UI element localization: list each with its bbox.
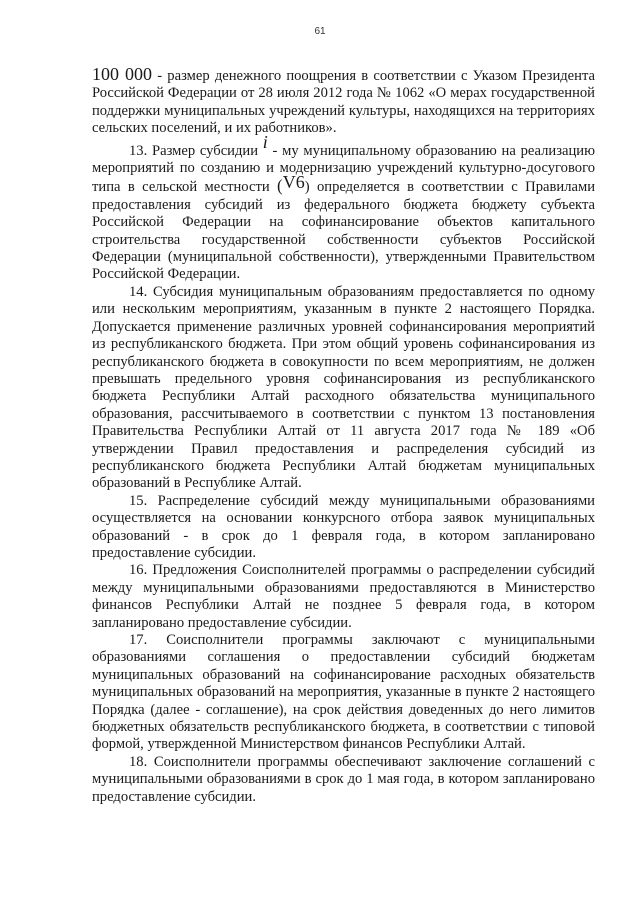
reward-amount-value: 100 000 bbox=[92, 64, 153, 84]
paragraph-15: 15. Распределение субсидий между муниципальными образованиями осуществляется на основании конкурсного отбора заявок муниципальных образований - в срок до 1 февраля года, в котором запланировано предоставление субсидии. bbox=[92, 492, 595, 561]
paragraph-13-paren: ( bbox=[277, 176, 283, 196]
paragraph-13-text-b: - му муниципальному образованию на реализацию мероприятий по созданию и модернизацию учреждений культурно-досугового типа в сельской местности bbox=[92, 142, 595, 196]
formula-symbol-i: i bbox=[262, 131, 268, 152]
paragraph-17: 17. Соисполнители программы заключают с муниципальными образованиями соглашения о предоставлении субсидий бюджетам муниципальных образований на софинансирование расходных обязательств муниципальных образований на мероприятия, указанные в пункте 2 настоящего Порядка (далее - соглашение), на срок действия доведенных до него лимитов бюджетных обязательств республиканского бюджета, в соответствии с типовой формой, утвержденной Министерством финансов Республики Алтай. bbox=[92, 632, 595, 753]
paragraph-reward-amount bbox=[92, 66, 595, 138]
paragraph-18: 18. Соисполнители программы обеспечивают заключение соглашений с муниципальными образованиями в срок до 1 мая года, в котором запланировано предоставление субсидии. bbox=[92, 753, 595, 805]
paragraph-13 bbox=[92, 131, 596, 284]
document-body bbox=[92, 66, 595, 806]
reward-amount-text: - размер денежного поощрения в соответствии с Указом Президента Российской Федерации от 28 июля 2012 года № 1062 «О мерах государственной поддержки муниципальных учреждений культуры, находящихся на территориях сельских поселений, и их работников». bbox=[92, 68, 595, 137]
page-number: 61 bbox=[314, 26, 326, 37]
paragraph-16: 16. Предложения Соисполнителей программы о распределении субсидий между муниципальными образованиями предоставляются в Министерство финансов Республики Алтай не позднее 5 февраля года, в котором запланировано предоставление субсидии. bbox=[92, 562, 595, 631]
paragraph-13-text-c: ) определяется в соответствии с Правилами предоставления субсидий из федерального бюджета бюджету субъекта Российской Федерации на софинансирование объектов капитального строительства государственной собственности субъектов Российской Федерации (муниципальной собственности), утвержденными Правительством Российской Федерации. bbox=[92, 179, 596, 283]
formula-symbol-v6: V6 bbox=[282, 172, 305, 193]
paragraph-13-text-a: 13. Размер субсидии bbox=[129, 142, 263, 159]
paragraph-14: 14. Субсидия муниципальным образованиям предоставляется по одному или нескольким мероприятиям, указанным в пункте 2 настоящего Порядка. Допускается применение различных уровней софинансирования мероприятий из республиканского бюджета. При этом общий уровень софинансирования из республиканского бюджета в совокупности по всем мероприятиям, не должен превышать предельного уровня софинансирования из республиканского бюджета Республики Алтай расходного обязательства муниципального образования, рассчитываемого в соответствии с пунктом 13 постановления Правительства Республики Алтай от 11 августа 2017 года № 189 «Об утверждении Правил предоставления и распределения субсидий из республиканского бюджета Республики Алтай бюджетам муниципальных образований в Республике Алтай. bbox=[92, 283, 595, 492]
